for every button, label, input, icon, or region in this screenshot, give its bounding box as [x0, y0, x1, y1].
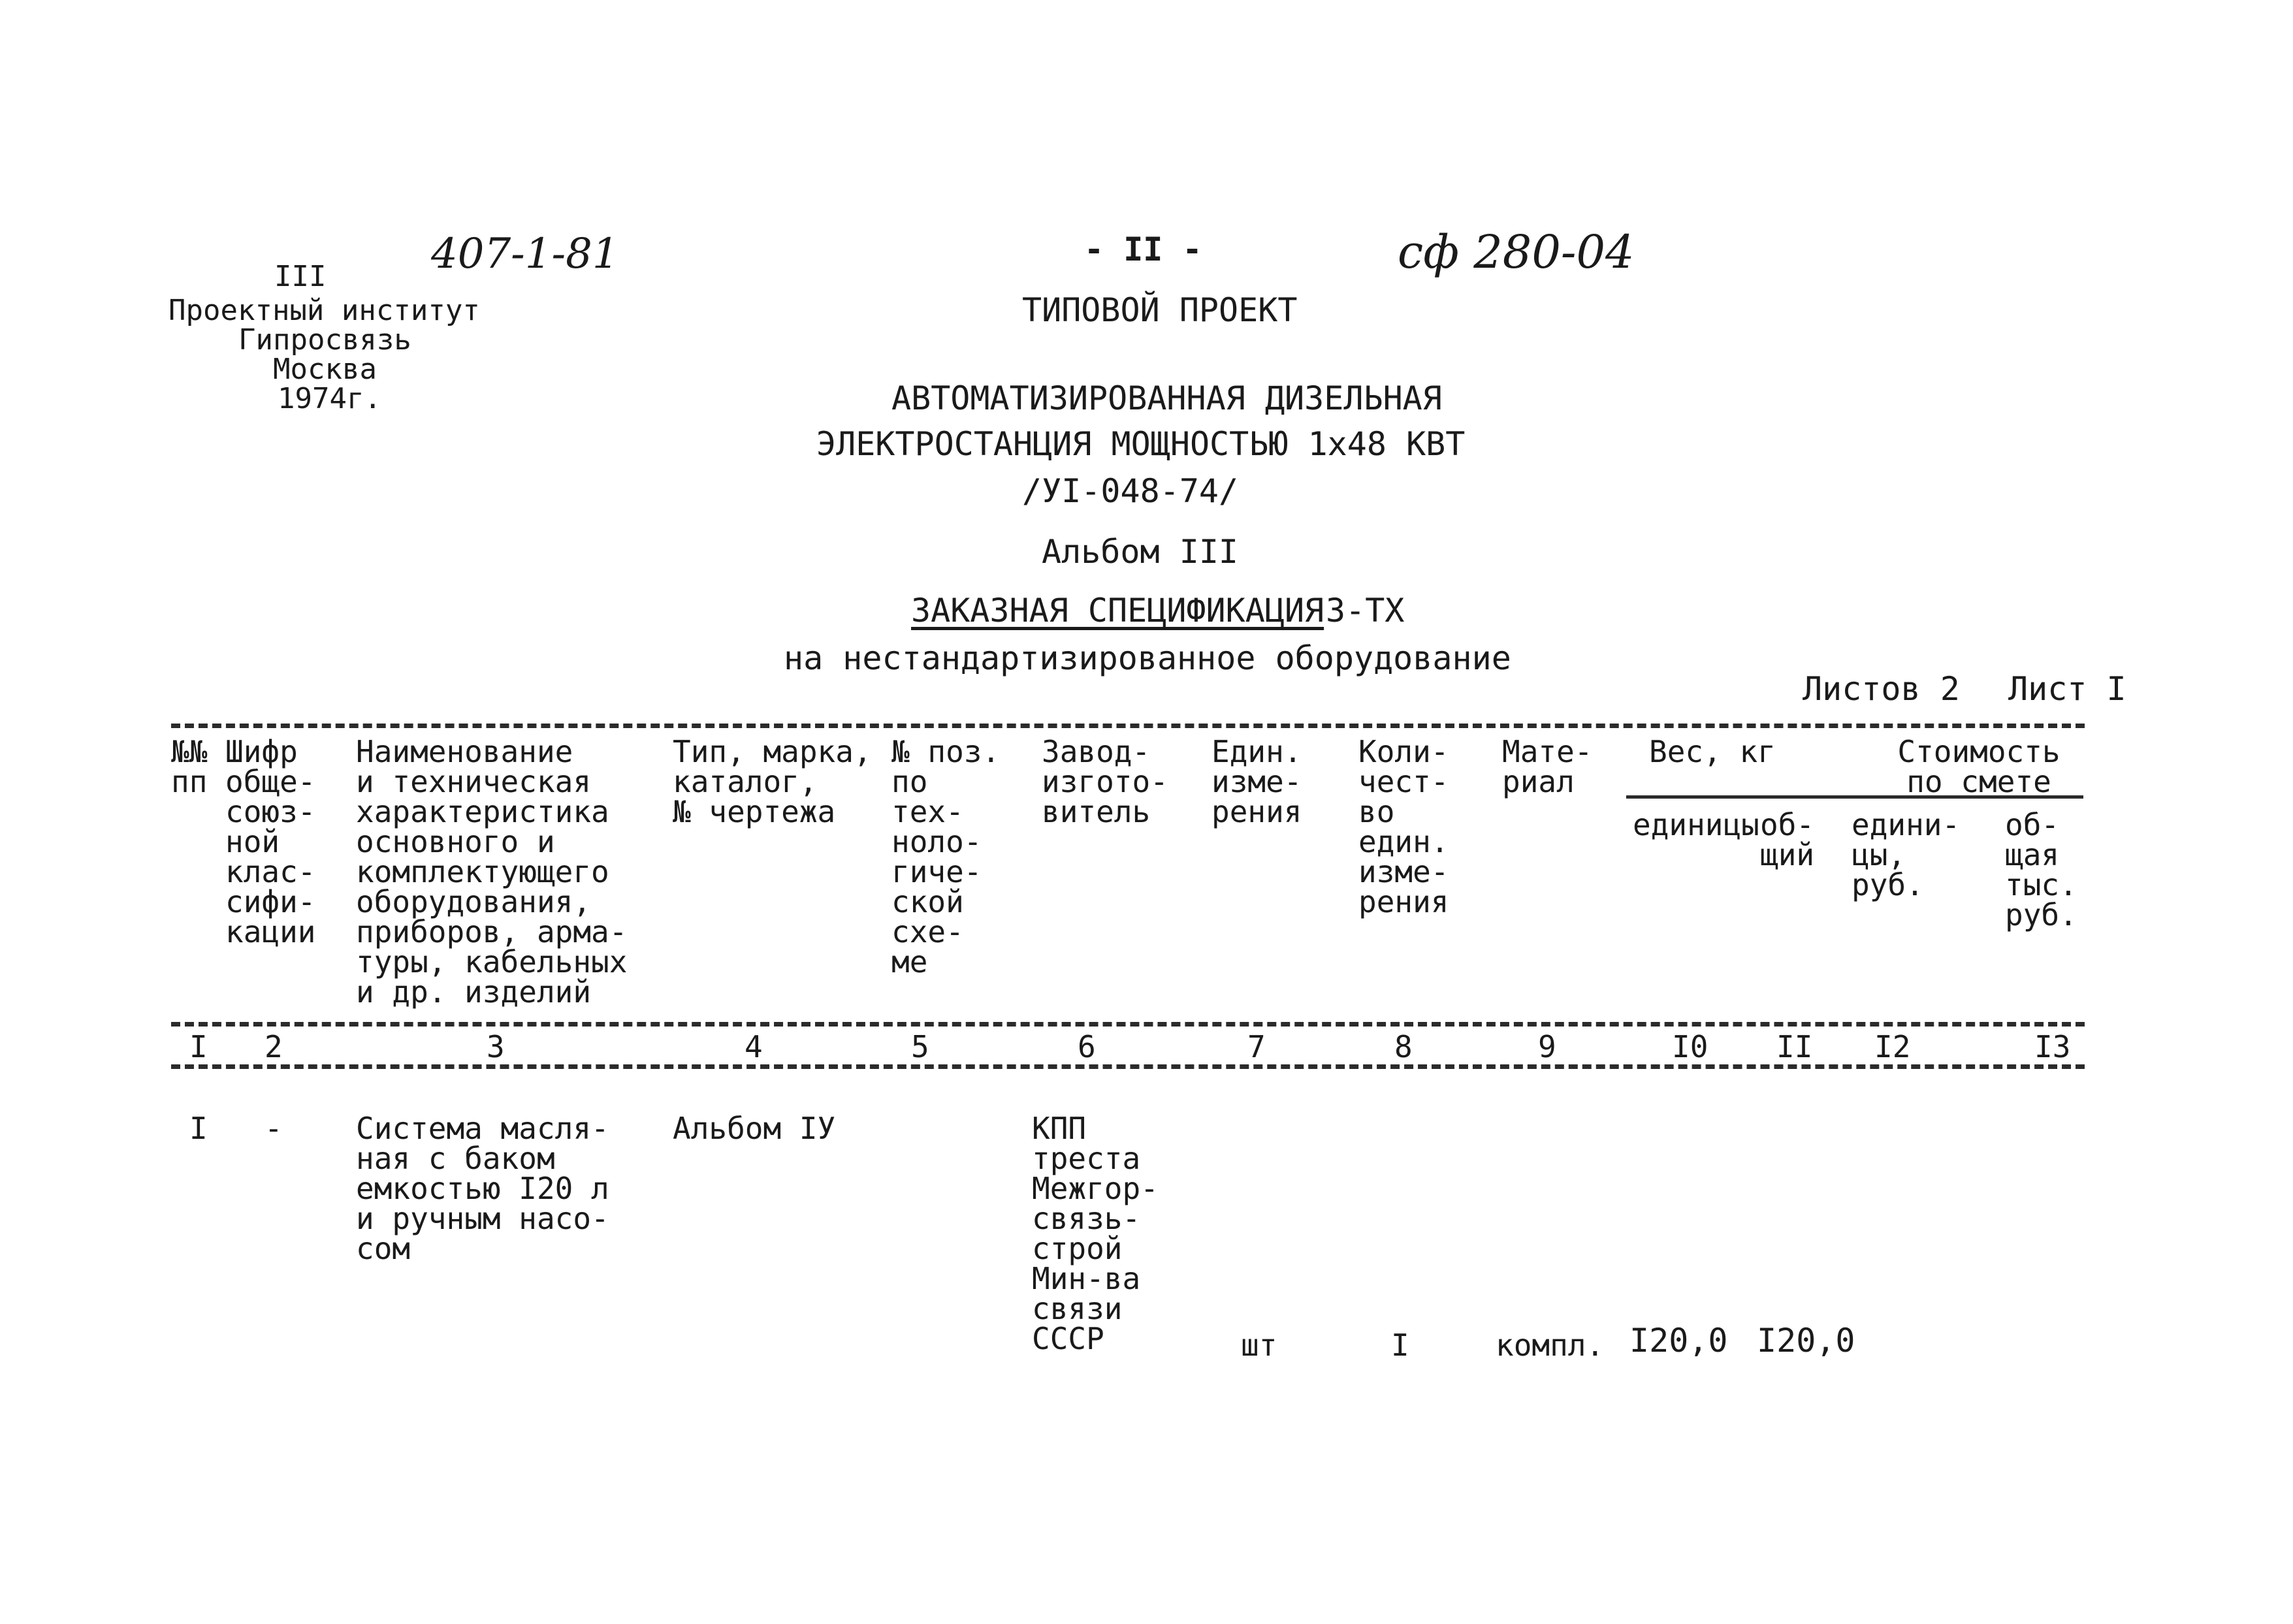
- col-number-9: 9: [1538, 1029, 1556, 1064]
- title-line-2: ЭЛЕКТРОСТАНЦИЯ МОЩНОСТЬЮ 1х48 КВТ: [816, 425, 1466, 463]
- row-weight-total: I20,0: [1757, 1322, 1855, 1360]
- handwritten-project-code: 407-1-81: [431, 230, 619, 278]
- title-line-1: АВТОМАТИЗИРОВАННАЯ ДИЗЕЛЬНАЯ: [891, 379, 1442, 417]
- row-qty: I: [1391, 1328, 1409, 1363]
- page-number: - II -: [1084, 231, 1202, 268]
- title-line-3: /УI-048-74/: [1022, 472, 1239, 510]
- col-number-13: I3: [2034, 1029, 2071, 1064]
- typical-project-label: ТИПОВОЙ ПРОЕКТ: [1022, 291, 1298, 329]
- col-header-3: Наименование и техническая характеристика основного и комплектующего оборудования, приборов, арма- туры, кабельных и др. изделий: [356, 734, 628, 1010]
- col-header-11: об- щий: [1760, 807, 1815, 872]
- col-header-7: Един. изме- рения: [1211, 734, 1302, 829]
- institute-line-2: Гипросвязь: [238, 323, 411, 357]
- col-number-5: 5: [911, 1029, 929, 1064]
- row-no: I: [189, 1111, 208, 1146]
- row-weight-unit: I20,0: [1629, 1322, 1728, 1360]
- row-unit: шт: [1241, 1328, 1277, 1363]
- row-type: Альбом IУ: [673, 1111, 836, 1146]
- col-number-2: 2: [265, 1029, 283, 1064]
- col-header-12: едини- цы, руб.: [1852, 807, 1961, 902]
- sheet-current: Лист I: [2008, 670, 2126, 708]
- institute-line-3: Москва: [273, 353, 377, 386]
- col-number-1: I: [189, 1029, 208, 1064]
- col-header-8: Коли- чест- во един. изме- рения: [1358, 734, 1449, 919]
- col-header-1: №№ пп: [171, 734, 208, 799]
- col-header-5: № поз. по тех- ноло- гиче- ской схе- ме: [891, 734, 1001, 979]
- col-header-9: Мате- риал: [1502, 734, 1593, 799]
- group-header-cost: Стоимость по смете: [1897, 734, 2060, 799]
- col-header-10: единицы: [1633, 807, 1759, 842]
- col-number-7: 7: [1247, 1029, 1266, 1064]
- spec-title: ЗАКАЗНАЯ СПЕЦИФИКАЦИЯ: [911, 592, 1324, 629]
- album-label: Альбом III: [1042, 533, 1239, 571]
- col-number-4: 4: [745, 1029, 763, 1064]
- col-number-3: 3: [487, 1029, 505, 1064]
- row-manufacturer: КПП треста Межгор- связь- строй Мин-ва связи СССР: [1032, 1111, 1159, 1356]
- row-code: -: [265, 1111, 283, 1146]
- col-number-6: 6: [1078, 1029, 1096, 1064]
- handwritten-sheet-code: сф 280-04: [1398, 225, 1635, 279]
- col-header-4: Тип, марка, каталог, № чертежа: [673, 734, 872, 829]
- col-header-6: Завод- изгото- витель: [1042, 734, 1168, 829]
- institute-line-4: 1974г.: [278, 382, 381, 415]
- col-header-13: об- щая тыс. руб.: [2005, 807, 2077, 932]
- numbers-bottom-rule: [171, 1064, 2085, 1069]
- col-number-12: I2: [1874, 1029, 1911, 1064]
- col-number-8: 8: [1394, 1029, 1413, 1064]
- col-number-11: II: [1776, 1029, 1813, 1064]
- group-header-weight: Вес, кг: [1649, 734, 1776, 769]
- institute-line-1: Проектный институт: [168, 294, 480, 327]
- header-bottom-rule: [171, 1022, 2085, 1027]
- col-number-10: I0: [1672, 1029, 1708, 1064]
- table-top-rule: [171, 724, 2085, 728]
- row-material: компл.: [1496, 1328, 1605, 1363]
- col-header-2: Шифр обще- союз- ной клас- сифи- кации: [225, 734, 316, 949]
- spec-subtitle: на нестандартизированное оборудование: [784, 639, 1511, 677]
- spec-code: 3-ТХ: [1326, 592, 1405, 629]
- sheets-total: Листов 2: [1803, 670, 1960, 708]
- row-name: Система масля- ная с баком емкостью I20 л и ручным насо- сом: [356, 1111, 609, 1266]
- album-roman-mark: III: [274, 260, 327, 293]
